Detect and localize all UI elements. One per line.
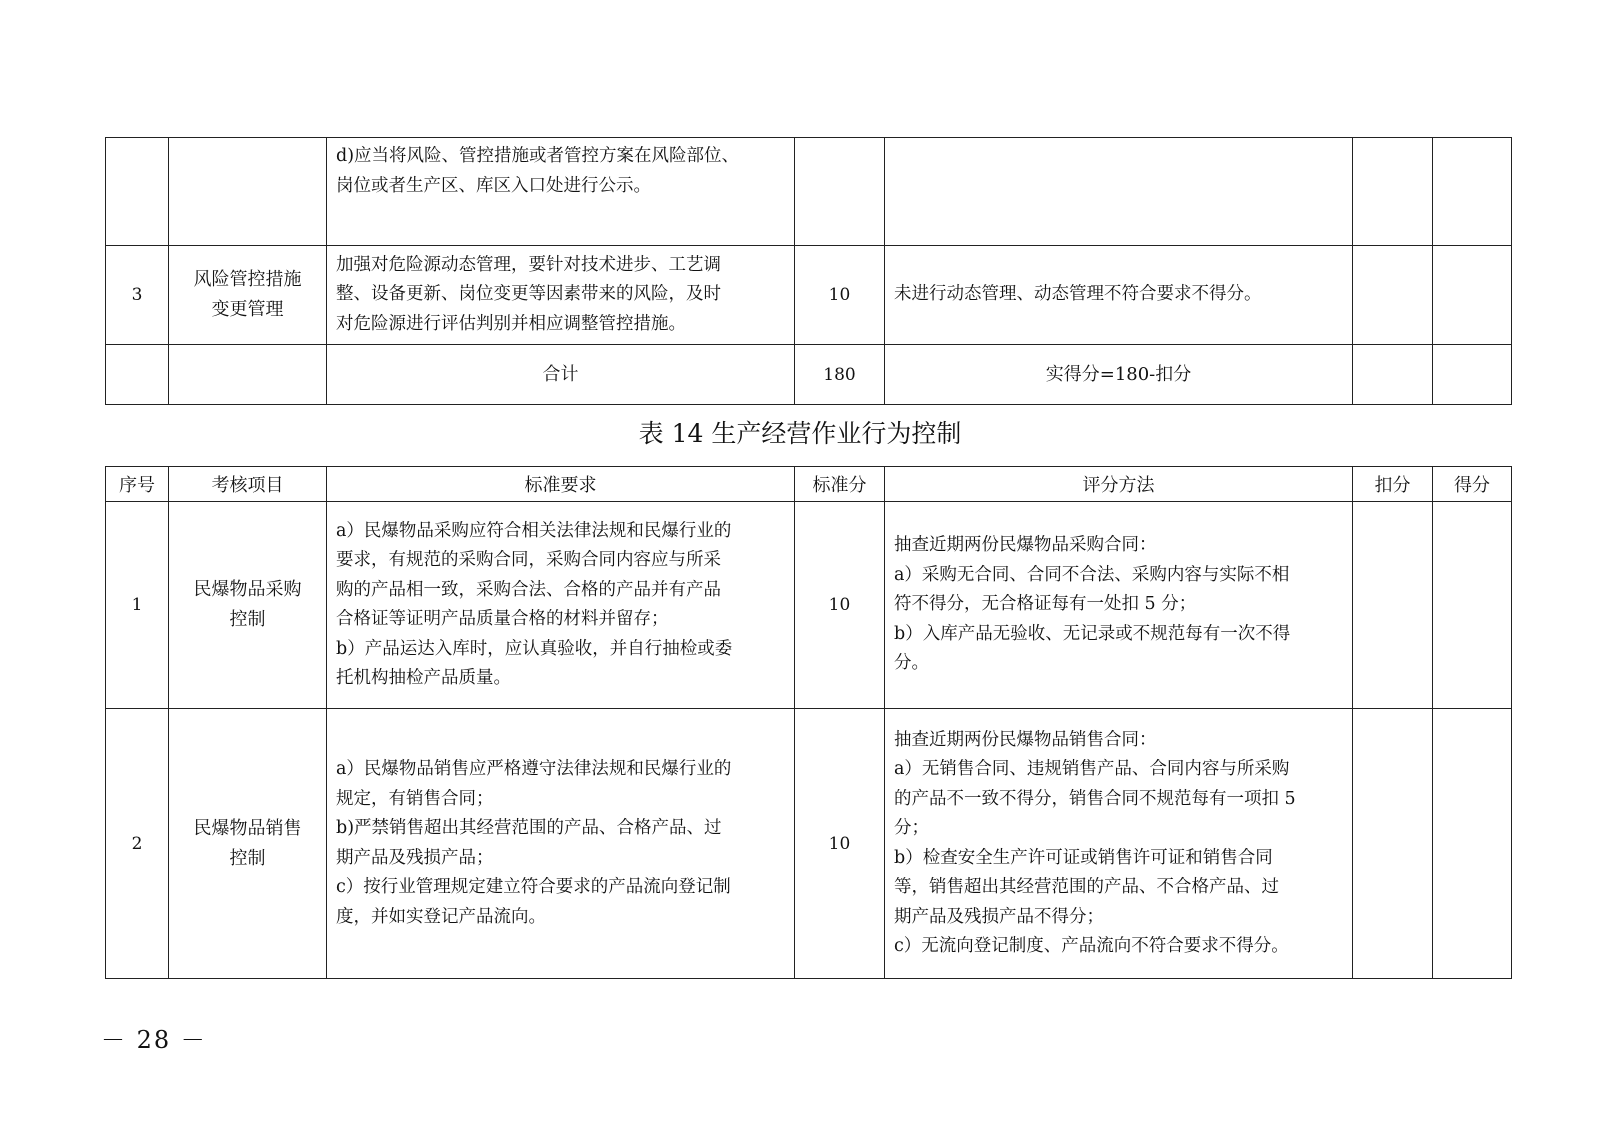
earned-cell — [1433, 709, 1512, 979]
scoring-method-cell — [885, 138, 1353, 246]
row-number-cell — [106, 138, 169, 246]
total-label: 合计 — [327, 345, 795, 405]
table-row — [106, 502, 1512, 709]
table-title: 表 14 生产经营作业行为控制 — [638, 419, 962, 448]
requirement-cell: a）民爆物品采购应符合相关法律法规和民爆行业的 要求，有规范的采购合同，采购合同内容应与所采 购的产品相一致，采购合法、合格的产品并有产品 合格证等证明产品质量合格的材料并留存； b）产品运达入库时，应认真验收，并自行抽检或委 托机构抽检产品质量。 — [327, 502, 795, 709]
total-method: 实得分=180-扣分 — [885, 345, 1353, 405]
total-row — [106, 345, 1512, 405]
header-requirement: 标准要求 — [327, 467, 795, 502]
header-score: 标准分 — [795, 467, 885, 502]
deduct-cell — [1353, 345, 1433, 405]
standard-score-cell: 10 — [795, 502, 885, 709]
table-row — [106, 246, 1512, 345]
earned-cell — [1433, 246, 1512, 345]
assessment-item-cell: 风险管控措施 变更管理 — [169, 246, 327, 345]
empty-cell — [169, 345, 327, 405]
table-row — [106, 138, 1512, 246]
deduct-cell — [1353, 502, 1433, 709]
header-row — [106, 467, 1512, 502]
header-earned: 得分 — [1433, 467, 1512, 502]
deduct-cell — [1353, 138, 1433, 246]
standard-score-cell: 10 — [795, 709, 885, 979]
header-method: 评分方法 — [885, 467, 1353, 502]
header-deduct: 扣分 — [1353, 467, 1433, 502]
continuation-table — [105, 137, 1512, 405]
assessment-item-cell: 民爆物品销售 控制 — [169, 709, 327, 979]
empty-cell — [106, 345, 169, 405]
scoring-method-cell: 抽查近期两份民爆物品销售合同： a）无销售合同、违规销售产品、合同内容与所采购 的产品不一致不得分，销售合同不规范每有一项扣 5 分； b）检查安全生产许可证或销售许可证和销售合同 等，销售超出其经营范围的产品、不合格产品、过 期产品及残损产品不得分； c）无流向登记制度、产品流向不符合要求不得分。 — [885, 709, 1353, 979]
earned-cell — [1433, 138, 1512, 246]
total-score: 180 — [795, 345, 885, 405]
row-number-cell: 2 — [106, 709, 169, 979]
deduct-cell — [1353, 709, 1433, 979]
deduct-cell — [1353, 246, 1433, 345]
standard-score-cell — [795, 138, 885, 246]
earned-cell — [1433, 502, 1512, 709]
earned-cell — [1433, 345, 1512, 405]
scoring-method-cell: 未进行动态管理、动态管理不符合要求不得分。 — [885, 246, 1353, 345]
assessment-item-cell: 民爆物品采购 控制 — [169, 502, 327, 709]
page-number: － 28 － — [101, 1026, 207, 1054]
requirement-cell: a）民爆物品销售应严格遵守法律法规和民爆行业的 规定，有销售合同； b)严禁销售超出其经营范围的产品、合格产品、过 期产品及残损产品； c）按行业管理规定建立符合要求的产品流向登记制 度，并如实登记产品流向。 — [327, 709, 795, 979]
row-number-cell: 3 — [106, 246, 169, 345]
table-14 — [105, 466, 1512, 979]
row-number-cell: 1 — [106, 502, 169, 709]
table-row — [106, 709, 1512, 979]
requirement-cell: 加强对危险源动态管理，要针对技术进步、工艺调 整、设备更新、岗位变更等因素带来的风险，及时 对危险源进行评估判别并相应调整管控措施。 — [327, 246, 795, 345]
scoring-method-cell: 抽查近期两份民爆物品采购合同： a）采购无合同、合同不合法、采购内容与实际不相 符不得分，无合格证每有一处扣 5 分； b）入库产品无验收、无记录或不规范每有一次不得 分。 — [885, 502, 1353, 709]
header-no: 序号 — [106, 467, 169, 502]
assessment-item-cell — [169, 138, 327, 246]
requirement-cell: d)应当将风险、管控措施或者管控方案在风险部位、 岗位或者生产区、库区入口处进行公示。 — [327, 138, 795, 246]
header-item: 考核项目 — [169, 467, 327, 502]
standard-score-cell: 10 — [795, 246, 885, 345]
